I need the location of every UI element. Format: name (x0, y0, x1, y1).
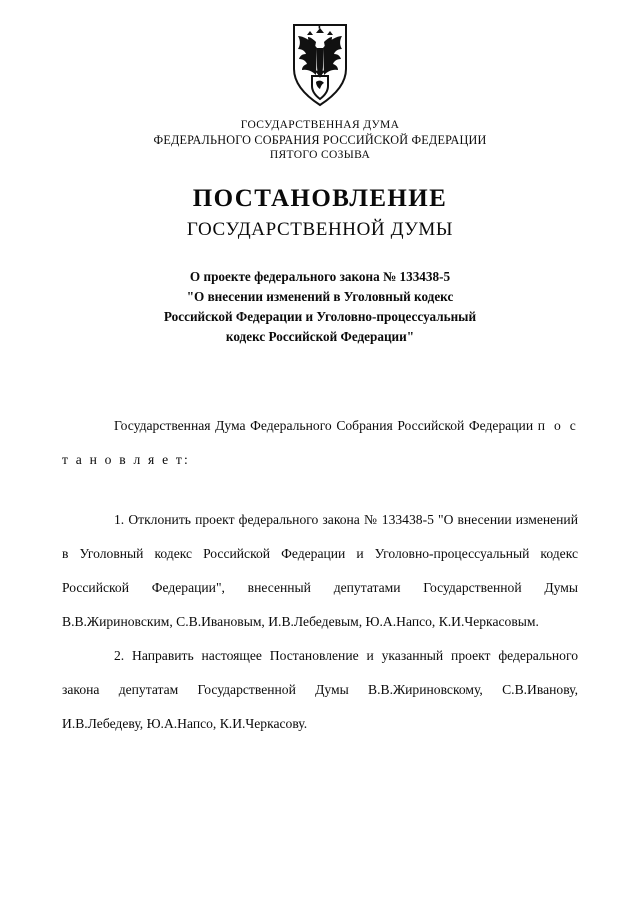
paragraph-item-1: 1. Отклонить проект федерального закона № 133438-5 "О внесении изменений в Уголовный кодекс Российской Федерации и Уголовно-процессуальный кодекс Российской Федерации", внесенный депутатами Государственной Думы В.В.Жириновским, С.В.Ивановым, И.В.Лебедевым, Ю.А.Напсо, К.И.Черкасовым. (62, 512, 578, 630)
organization-header (62, 118, 578, 163)
emblem-container (62, 22, 578, 114)
subject-line-2: "О внесении изменений в Уголовный кодекс (186, 289, 454, 305)
document-subtitle: ГОСУДАРСТВЕННОЙ ДУМЫ (186, 219, 454, 241)
header-line-2: ФЕДЕРАЛЬНОГО СОБРАНИЯ РОССИЙСКОЙ ФЕДЕРАЦИИ (153, 132, 487, 147)
subject-line-4: кодекс Российской Федерации" (225, 329, 415, 345)
document-body (62, 409, 578, 741)
preamble-text: Государственная Дума Федерального Собрания Российской Федерации (114, 418, 538, 434)
subject-line-1: О проекте федерального закона № 133438-5 (189, 269, 451, 285)
paragraph-preamble (62, 409, 578, 477)
header-line-1: ГОСУДАРСТВЕННАЯ ДУМА (240, 119, 400, 131)
subject-line-3: Российской Федерации и Уголовно-процессуальный (163, 309, 477, 325)
russian-coat-of-arms-icon (289, 22, 351, 110)
paragraph-spacer (62, 477, 578, 503)
paragraph-item-2: 2. Направить настоящее Постановление и указанный проект федерального закона депутатам Государственной Думы В.В.Жириновскому, С.В.Иванову, И.В.Лебедеву, Ю.А.Напсо, К.И.Черкасову. (62, 648, 578, 732)
document-title: ПОСТАНОВЛЕНИЕ (192, 185, 448, 213)
preamble-verb: п о с т а н о в л я е т: (62, 418, 578, 468)
header-line-3: ПЯТОГО СОЗЫВА (269, 149, 371, 162)
document-subject (62, 267, 578, 347)
